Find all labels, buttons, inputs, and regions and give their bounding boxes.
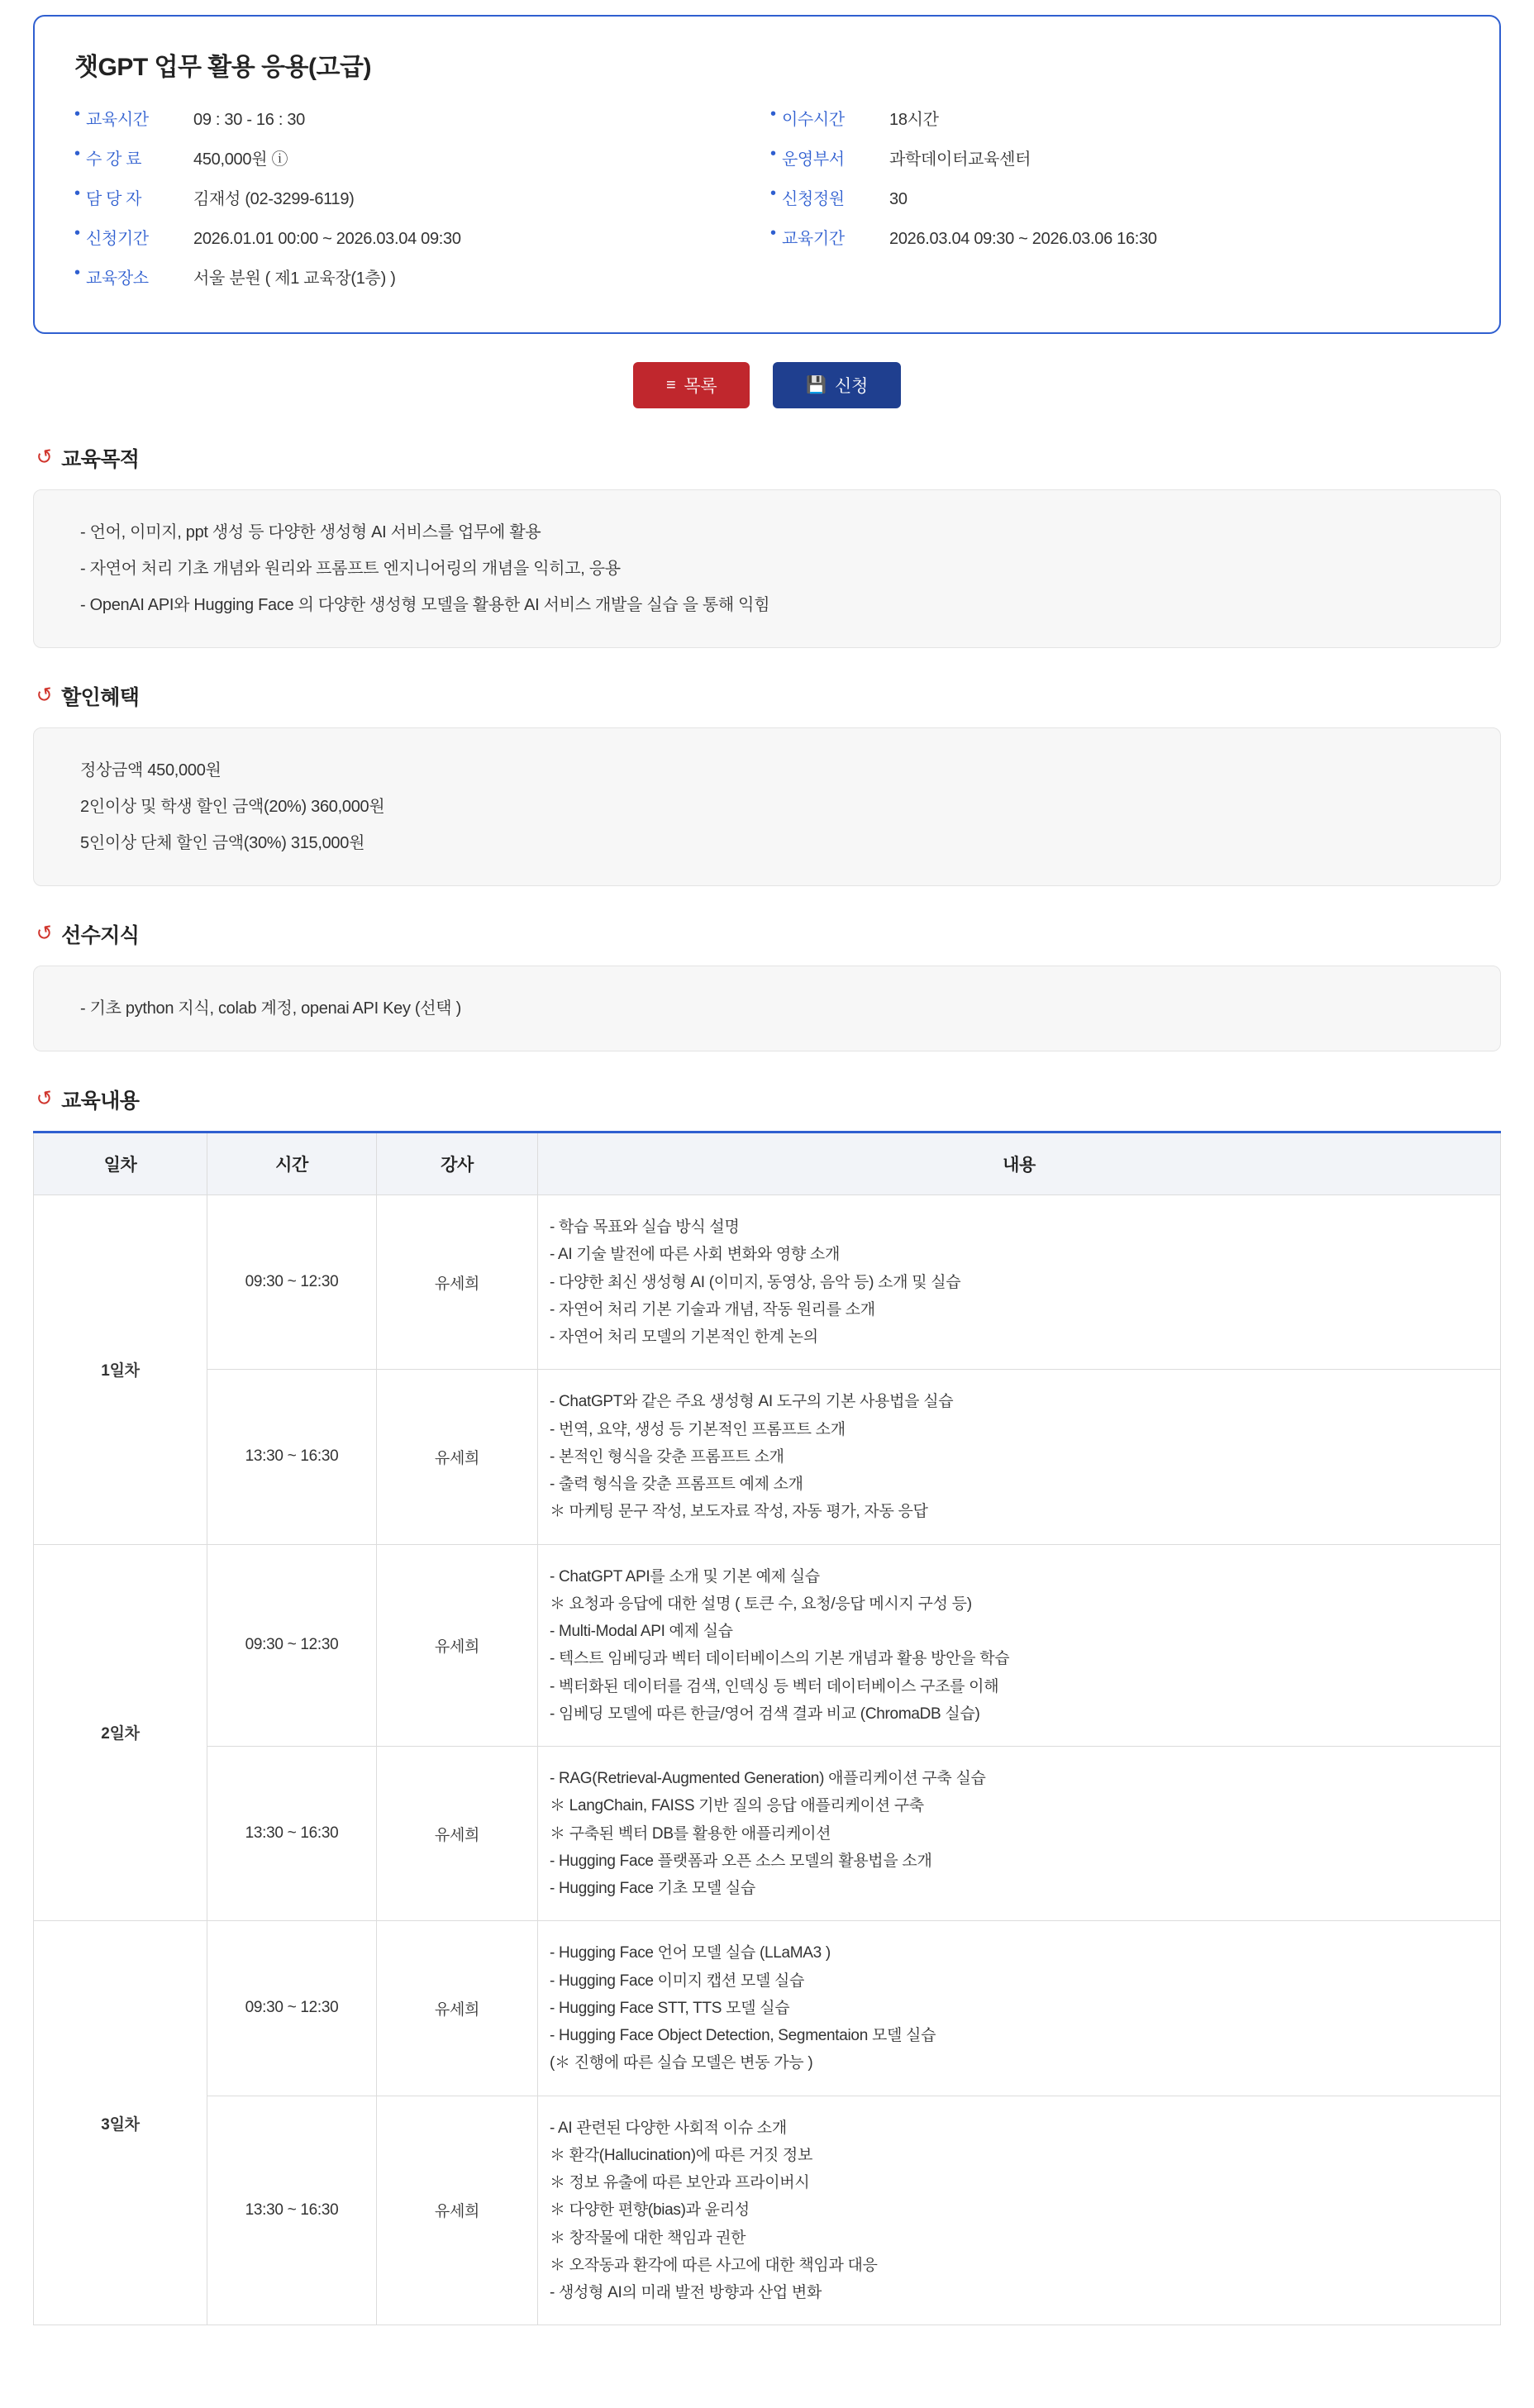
info-label: • 신청정원	[767, 185, 889, 209]
cell-day: 2일차	[34, 1544, 207, 1921]
info-label: • 운영부서	[767, 145, 889, 169]
course-info-grid	[71, 106, 1463, 304]
table-row	[34, 1544, 1501, 1747]
info-value: 김재성 (02-3299-6119)	[193, 190, 355, 208]
content-line: - 자연어 처리 기본 기술과 개념, 작동 원리를 소개	[550, 1300, 875, 1318]
column-header-time: 시간	[207, 1132, 377, 1195]
info-value: 18시간	[889, 111, 939, 129]
info-label: • 교육장소	[71, 265, 193, 288]
info-value: 450,000원 ⓘ	[193, 150, 288, 169]
content-line: - 본적인 형식을 갖춘 프롬프트 소개	[550, 1447, 784, 1466]
course-info-column-right	[767, 106, 1463, 304]
refresh-icon: ↺	[34, 445, 55, 470]
section-title: 할인혜택	[61, 686, 140, 709]
content-line: - ChatGPT와 같은 주요 생성형 AI 도구의 기본 사용법을 실습	[550, 1393, 954, 1411]
content-line: - Hugging Face Object Detection, Segmentaion 모델 실습	[550, 2027, 936, 2044]
info-label: • 신청기간	[71, 225, 193, 249]
purpose-line: - 자연어 처리 기초 개념와 원리와 프롬프트 엔지니어링의 개념을 익히고, 응용	[80, 560, 621, 578]
cell-teacher: 유세희	[377, 1921, 538, 2096]
course-info-column-left	[71, 106, 767, 304]
content-line: - ChatGPT API를 소개 및 기본 예제 실습	[550, 1567, 820, 1585]
cell-day: 1일차	[34, 1195, 207, 1545]
cell-content	[538, 1195, 1501, 1370]
content-line: - Hugging Face 기초 모델 실습	[550, 1880, 755, 1897]
table-row	[34, 2096, 1501, 2325]
info-row-credit-hours	[767, 106, 1463, 130]
info-row-tuition-fee	[71, 145, 767, 169]
content-line: - Multi-Modal API 예제 실습	[550, 1623, 733, 1640]
info-row-location	[71, 265, 767, 288]
cell-time: 09:30 ~ 12:30	[207, 1544, 377, 1747]
cell-time: 09:30 ~ 12:30	[207, 1921, 377, 2096]
info-row-manager	[71, 185, 767, 209]
info-label: • 교육기간	[767, 225, 889, 249]
prerequisite-line: - 기초 python 지식, colab 계정, openai API Key (선택 )	[80, 999, 461, 1018]
content-line: - Hugging Face STT, TTS 모델 실습	[550, 1999, 790, 2017]
content-line: (＊ 진행에 따른 실습 모델은 변동 가능 )	[550, 2054, 813, 2072]
content-line: ＊ 요청과 응답에 대한 설명 ( 토큰 수, 요청/응답 메시지 구성 등)	[550, 1595, 972, 1613]
info-row-capacity	[767, 185, 1463, 209]
cell-teacher: 유세희	[377, 1544, 538, 1747]
content-line: - RAG(Retrieval-Augmented Generation) 애플리케이션 구축 실습	[550, 1770, 986, 1787]
content-line: ＊ 구축된 벡터 DB를 활용한 애플리케이션	[550, 1824, 831, 1843]
refresh-icon: ↺	[34, 683, 55, 708]
section-title: 교육목적	[61, 448, 140, 471]
info-label: • 이수시간	[767, 106, 889, 130]
cell-content	[538, 1747, 1501, 1921]
content-line: - 텍스트 임베딩과 벡터 데이터베이스의 기본 개념과 활용 방안을 학습	[550, 1650, 1010, 1668]
table-header-row	[34, 1132, 1501, 1195]
content-line: - 번역, 요약, 생성 등 기본적인 프롬프트 소개	[550, 1420, 846, 1438]
purpose-line: - 언어, 이미지, ppt 생성 등 다양한 생성형 AI 서비스를 업무에 활용	[80, 523, 541, 541]
column-header-content: 내용	[538, 1132, 1501, 1195]
apply-button[interactable]	[773, 362, 901, 408]
section-heading-curriculum	[36, 1085, 1501, 1114]
cell-content	[538, 1370, 1501, 1544]
list-button-label: 목록	[684, 377, 717, 396]
table-row	[34, 1921, 1501, 2096]
action-button-row	[33, 362, 1501, 408]
content-line: - Hugging Face 언어 모델 실습 (LLaMA3 )	[550, 1944, 831, 1962]
save-icon: 💾	[806, 376, 827, 394]
info-label: • 수 강 료	[71, 145, 193, 169]
table-row	[34, 1747, 1501, 1921]
content-line: - Hugging Face 플랫폼과 오픈 소스 모델의 활용법을 소개	[550, 1852, 932, 1870]
cell-teacher: 유세희	[377, 1195, 538, 1370]
info-label: • 담 당 자	[71, 185, 193, 209]
content-line: ＊ LangChain, FAISS 기반 질의 응답 애플리케이션 구축	[550, 1797, 924, 1815]
refresh-icon: ↺	[34, 921, 55, 947]
content-line: - 벡터화된 데이터를 검색, 인덱싱 등 벡터 데이터베이스 구조를 이해	[550, 1677, 999, 1695]
purpose-line: - OpenAI API와 Hugging Face 의 다양한 생성형 모델을 활용한 AI 서비스 개발을 실습 을 통해 익힘	[80, 596, 770, 614]
content-line: - 자연어 처리 모델의 기본적인 한계 논의	[550, 1328, 818, 1346]
apply-button-label: 신청	[834, 377, 868, 396]
info-row-education-time	[71, 106, 767, 130]
section-purpose	[33, 443, 1501, 648]
content-line: ＊ 창작물에 대한 책임과 권한	[550, 2229, 746, 2247]
cell-teacher: 유세희	[377, 1370, 538, 1544]
content-line: - AI 기술 발전에 따른 사회 변화와 영향 소개	[550, 1246, 841, 1264]
info-value: 서울 분원 ( 제1 교육장(1층) )	[193, 269, 396, 288]
discount-line: 5인이상 단체 할인 금액(30%) 315,000원	[80, 834, 365, 852]
content-line: ＊ 환각(Hallucination)에 따른 거짓 정보	[550, 2146, 813, 2164]
section-discount	[33, 681, 1501, 886]
discount-panel	[33, 727, 1501, 886]
cell-content	[538, 2096, 1501, 2325]
info-value: 2026.03.04 09:30 ~ 2026.03.06 16:30	[889, 230, 1157, 248]
content-line: - 생성형 AI의 미래 발전 방향과 산업 변화	[550, 2284, 822, 2301]
column-header-teacher: 강사	[377, 1132, 538, 1195]
section-prerequisite	[33, 919, 1501, 1051]
cell-time: 13:30 ~ 16:30	[207, 1370, 377, 1544]
content-line: ＊ 다양한 편향(bias)과 윤리성	[550, 2201, 750, 2220]
cell-day: 3일차	[34, 1921, 207, 2325]
refresh-icon: ↺	[34, 1086, 55, 1112]
content-line: ＊ 정보 유출에 따른 보안과 프라이버시	[550, 2174, 810, 2191]
info-row-course-period	[767, 225, 1463, 249]
cell-content	[538, 1544, 1501, 1747]
info-row-application-period	[71, 225, 767, 249]
content-line: - AI 관련된 다양한 사회적 이슈 소개	[550, 2119, 787, 2137]
column-header-day: 일차	[34, 1132, 207, 1195]
curriculum-table	[33, 1131, 1501, 2325]
prerequisite-panel	[33, 966, 1501, 1051]
info-value: 과학데이터교육센터	[889, 150, 1031, 169]
info-value: 09 : 30 - 16 : 30	[193, 111, 305, 129]
content-line: ＊ 오작동과 환각에 따른 사고에 대한 책임과 대응	[550, 2256, 878, 2274]
content-line: - 임베딩 모델에 따른 한글/영어 검색 결과 비교 (ChromaDB 실습)	[550, 1705, 980, 1723]
content-line: ＊ 마케팅 문구 작성, 보도자료 작성, 자동 평가, 자동 응답	[550, 1503, 928, 1521]
info-value: 30	[889, 190, 908, 208]
section-heading-purpose	[36, 443, 1501, 473]
list-button[interactable]	[633, 362, 750, 408]
page-title: 챗GPT 업무 활용 응용(고급)	[74, 54, 371, 81]
content-line: - 학습 목표와 실습 방식 설명	[550, 1218, 740, 1236]
section-curriculum	[33, 1085, 1501, 2325]
purpose-panel	[33, 489, 1501, 648]
list-icon: ≡	[666, 376, 676, 394]
discount-line: 정상금액 450,000원	[80, 761, 222, 780]
course-info-card	[33, 15, 1501, 334]
info-label: • 교육시간	[71, 106, 193, 130]
cell-time: 09:30 ~ 12:30	[207, 1195, 377, 1370]
table-row	[34, 1195, 1501, 1370]
discount-line: 2인이상 및 학생 할인 금액(20%) 360,000원	[80, 798, 385, 816]
cell-teacher: 유세희	[377, 2096, 538, 2325]
info-value: 2026.01.01 00:00 ~ 2026.03.04 09:30	[193, 230, 461, 248]
section-heading-prerequisite	[36, 919, 1501, 949]
cell-content	[538, 1921, 1501, 2096]
content-line: - 다양한 최신 생성형 AI (이미지, 동영상, 음악 등) 소개 및 실습	[550, 1273, 961, 1291]
cell-time: 13:30 ~ 16:30	[207, 1747, 377, 1921]
section-heading-discount	[36, 681, 1501, 711]
cell-time: 13:30 ~ 16:30	[207, 2096, 377, 2325]
content-line: - Hugging Face 이미지 캡션 모델 실습	[550, 1972, 805, 1990]
info-row-department	[767, 145, 1463, 169]
content-line: - 출력 형식을 갖춘 프롬프트 예제 소개	[550, 1476, 803, 1493]
table-row	[34, 1370, 1501, 1544]
cell-teacher: 유세희	[377, 1747, 538, 1921]
section-title: 선수지식	[61, 924, 140, 947]
section-title: 교육내용	[61, 1090, 140, 1113]
